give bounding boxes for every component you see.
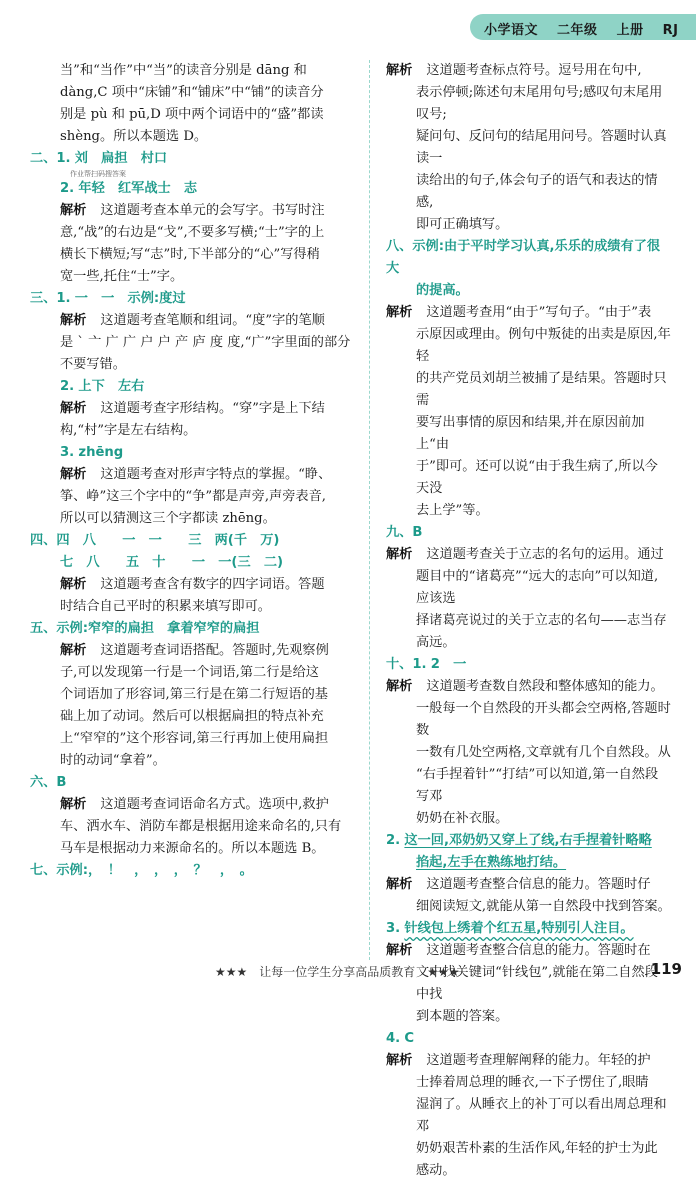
section-4-row2 — [30, 552, 360, 574]
right-column — [386, 60, 671, 1182]
header-volume: 上册 — [616, 23, 644, 38]
section-label: 七、 — [30, 863, 57, 878]
section-3-q1 — [30, 288, 360, 310]
text-line: 当”和“当作”中“当”的读音分别是 dāng 和 — [60, 63, 307, 78]
text-line: 时结合自己平时的积累来填写即可。 — [60, 599, 271, 614]
explanation-line — [386, 544, 671, 566]
explanation-text: 这道题考查整合信息的能力。答题时仔 — [426, 877, 651, 892]
text-line: 不要写错。 — [60, 357, 126, 372]
text-line: 一般每一个自然段的开头都会空两格,答题时数 — [416, 701, 671, 738]
text-line: 表示停顿;陈述句末尾用句号;感叹句末尾用叹号; — [416, 85, 663, 122]
text-line: 上“窄窄的”这个形容词,第三行再加上使用扁担 — [60, 731, 329, 746]
explanation-text: 这道题考查词语命名方式。选项中,救护 — [100, 797, 329, 812]
explanation-tag: 解析 — [60, 643, 87, 658]
question-number: 2. — [60, 181, 75, 196]
explanation-line — [386, 676, 671, 698]
section-8-answer-cont — [386, 280, 671, 302]
explanation-text: 这道题考查整合信息的能力。答题时在 — [426, 943, 651, 958]
explanation-text: 这道题考查数自然段和整体感知的能力。 — [426, 679, 664, 694]
section-9-answer — [386, 522, 671, 544]
text-line: 疑问句、反问句的结尾用问号。答题时认真读一 — [416, 129, 667, 166]
text-line: 时的动词“拿着”。 — [60, 753, 166, 768]
section-2-q2 — [30, 178, 360, 200]
section-label: 三、 — [30, 291, 57, 306]
text-line: 奶奶在补衣服。 — [416, 811, 509, 826]
answer-text: 针线包上绣着个红五星,特别引人注目。 — [404, 921, 634, 936]
text-line: 感动。 — [416, 1163, 456, 1178]
answer-text: 示例:由于平时学习认真,乐乐的成绩有了很大 — [386, 239, 661, 276]
explanation-tag: 解析 — [386, 63, 413, 78]
text-line: 湿润了。从睡衣上的补丁可以看出周总理和邓 — [416, 1097, 667, 1134]
section-label: 九、 — [386, 525, 413, 540]
explanation-text: 这道题考查词语搭配。答题时,先观察例 — [100, 643, 329, 658]
text-line: 即可正确填写。 — [416, 217, 509, 232]
explanation-tag: 解析 — [386, 305, 413, 320]
text-line: 读给出的句子,体会句子的语气和表达的情感, — [416, 173, 658, 210]
stamp-watermark: 作业帮扫码搜答案 — [70, 170, 126, 178]
text-line: 所以可以猜测这三个字都读 zhēng。 — [60, 511, 276, 526]
explanation-line — [30, 574, 360, 596]
question-number: 2. — [60, 379, 75, 394]
text-line: 要写出事情的原因和结果,并在原因前加上“由 — [416, 415, 645, 452]
question-number: 3. — [386, 921, 401, 936]
text-line: 马车是根据动力来源命名的。所以本题选 B。 — [60, 841, 325, 856]
section-6-answer — [30, 772, 360, 794]
explanation-text: 这道题考查笔顺和组词。“度”字的笔顺 — [100, 313, 325, 328]
text-line: 一数有几处空两格,文章就有几个自然段。从 — [416, 745, 671, 760]
text-line: 是 ˋ 亠 广 广 户 户 产 庐 度 度,“广”字里面的部分 — [60, 335, 351, 350]
explanation-line — [30, 398, 360, 420]
text-line: 士捧着周总理的睡衣,一下子愣住了,眼睛 — [416, 1075, 649, 1090]
page-footer — [0, 958, 696, 986]
text-line: 子,可以发现第一行是一个词语,第二行是给这 — [60, 665, 319, 680]
explanation-text: 这道题考查关于立志的名句的运用。通过 — [426, 547, 664, 562]
answer-text: 2 一 — [430, 657, 467, 672]
section-label: 六、 — [30, 775, 57, 790]
header-grade: 二年级 — [557, 23, 598, 38]
answer-text: zhēng — [78, 445, 124, 460]
explanation-tag: 解析 — [60, 313, 87, 328]
text-line: 横长下横短;写“志”时,下半部分的“心”写得稍 — [60, 247, 320, 262]
section-3-q3 — [30, 442, 360, 464]
explanation-text: 这道题考查字形结构。“穿”字是上下结 — [100, 401, 325, 416]
text-line: 车、洒水车、消防车都是根据用途来命名的,只有 — [60, 819, 342, 834]
explanation-text: 这道题考查用“由于”写句子。“由于”表 — [426, 305, 652, 320]
section-3-q2 — [30, 376, 360, 398]
answer-text: 一 一 示例:度过 — [74, 291, 186, 306]
text-line: 的共产党员刘胡兰被捕了是结果。答题时只需 — [416, 371, 667, 408]
text-line: 意,“战”的右边是“戈”,不要多写横;“士”字的上 — [60, 225, 325, 240]
answer-text: 四 八 一 一 三 两(千 万) — [56, 533, 280, 548]
explanation-tag: 解析 — [386, 943, 413, 958]
column-divider — [369, 60, 370, 960]
explanation-text: 这道题考查含有数字的四字词语。答题 — [100, 577, 325, 592]
answer-text: C — [404, 1031, 415, 1046]
explanation-text: 这道题考查标点符号。逗号用在句中, — [426, 63, 642, 78]
explanation-tag: 解析 — [60, 467, 87, 482]
text-line: “右手捏着针”“打结”可以知道,第一自然段写邓 — [416, 767, 659, 804]
text-line: 宽一些,托住“士”字。 — [60, 269, 184, 284]
section-10-q1 — [386, 654, 671, 676]
text-line: 个词语加了形容词,第三行是在第二行短语的基 — [60, 687, 328, 702]
answer-text: 上下 左右 — [78, 379, 145, 394]
question-number: 3. — [60, 445, 75, 460]
answer-text: 七 八 五 十 一 一(三 二) — [60, 555, 284, 570]
answer-text: 示例:窄窄的扁担 拿着窄窄的扁担 — [56, 621, 260, 636]
text-line: shèng。所以本题选 D。 — [60, 129, 208, 144]
section-10-q2-cont — [386, 852, 671, 874]
question-number: 1. — [412, 657, 427, 672]
left-column — [30, 60, 360, 882]
question-number: 1. — [56, 291, 71, 306]
section-label: 八、 — [386, 239, 413, 254]
answer-text: B — [56, 775, 67, 790]
explanation-tag: 解析 — [60, 577, 87, 592]
text-line: 奶奶艰苦朴素的生活作风,年轻的护士为此 — [416, 1141, 658, 1156]
section-4-row1 — [30, 530, 360, 552]
book-header — [484, 19, 693, 38]
explanation-text: 这道题考查本单元的会写字。书写时注 — [100, 203, 325, 218]
text-line: 细阅读短文,就能从第一自然段中找到答案。 — [416, 899, 671, 914]
section-8-answer — [386, 236, 671, 280]
explanation-tag: 解析 — [60, 401, 87, 416]
text-line: 于”即可。还可以说“由于我生病了,所以今天没 — [416, 459, 658, 496]
answer-text: 这一回,邓奶奶又穿上了线,右手捏着针略略 — [404, 833, 652, 848]
explanation-tag: 解析 — [60, 203, 87, 218]
explanation-line — [30, 640, 360, 662]
answer-text: B — [412, 525, 423, 540]
explanation-tag: 解析 — [60, 797, 87, 812]
answer-text: 示例:， ！ ， ， ， ？ ， 。 — [56, 863, 253, 878]
explanation-text: 这道题考查理解阐释的能力。年轻的护 — [426, 1053, 651, 1068]
explanation-tag: 解析 — [386, 1053, 413, 1068]
section-label: 二、 — [30, 151, 57, 166]
answer-text: 掐起,左手在熟练地打结。 — [416, 855, 567, 870]
explanation-line — [30, 200, 360, 222]
question-number: 2. — [386, 833, 401, 848]
explanation-tag: 解析 — [386, 679, 413, 694]
section-10-q3 — [386, 918, 671, 940]
header-edition: RJ — [662, 23, 679, 38]
text-line: 别是 pù 和 pū,D 项中两个词语中的“盛”都读 — [60, 107, 324, 122]
text-line: 筝、峥”这三个字中的“争”都是声旁,声旁表音, — [60, 489, 326, 504]
footer-slogan: ★★★ 让每一位学生分享高品质教育 ★★★ — [215, 965, 460, 979]
text-line: 题目中的“诸葛亮”“远大的志向”可以知道,应该选 — [416, 569, 659, 606]
section-2-q1 — [30, 148, 360, 170]
text-line: 文中找关键词“针线包”,就能在第二自然段中找 — [416, 965, 658, 1002]
question-number: 1. — [56, 151, 71, 166]
explanation-text: 这道题考查对形声字特点的掌握。“睁、 — [100, 467, 332, 482]
section-label: 十、 — [386, 657, 413, 672]
section-label: 五、 — [30, 621, 57, 636]
explanation-line — [386, 874, 671, 896]
explanation-line — [386, 1050, 671, 1072]
text-line: 择诸葛亮说过的关于立志的名句——志当存高远。 — [416, 613, 667, 650]
section-label: 四、 — [30, 533, 57, 548]
text-line: 到本题的答案。 — [416, 1009, 509, 1024]
text-line: 础上加了动词。然后可以根据扁担的特点补充 — [60, 709, 324, 724]
section-7-answer — [30, 860, 360, 882]
answer-text: 年轻 红军战士 志 — [78, 181, 198, 196]
explanation-tag: 解析 — [386, 547, 413, 562]
text-line: 去上学”等。 — [416, 503, 489, 518]
explanation-tag: 解析 — [386, 877, 413, 892]
page-number: 119 — [650, 960, 682, 978]
section-10-q2 — [386, 830, 671, 852]
answer-text: 刘 扁担 村口 — [74, 151, 168, 166]
answer-text: 的提高。 — [416, 283, 469, 298]
text-line: dàng,C 项中“床铺”和“铺床”中“铺”的读音分 — [60, 85, 324, 100]
explanation-line — [30, 794, 360, 816]
section-5-answer — [30, 618, 360, 640]
text-line: 示原因或理由。例句中叛徒的出卖是原因,年轻 — [416, 327, 671, 364]
explanation-line — [30, 464, 360, 486]
explanation-line — [30, 310, 360, 332]
explanation-line — [386, 302, 671, 324]
question-number: 4. — [386, 1031, 401, 1046]
text-line: 构,“村”字是左右结构。 — [60, 423, 197, 438]
section-10-q4 — [386, 1028, 671, 1050]
header-subject: 小学语文 — [484, 23, 539, 38]
explanation-line — [386, 60, 671, 82]
